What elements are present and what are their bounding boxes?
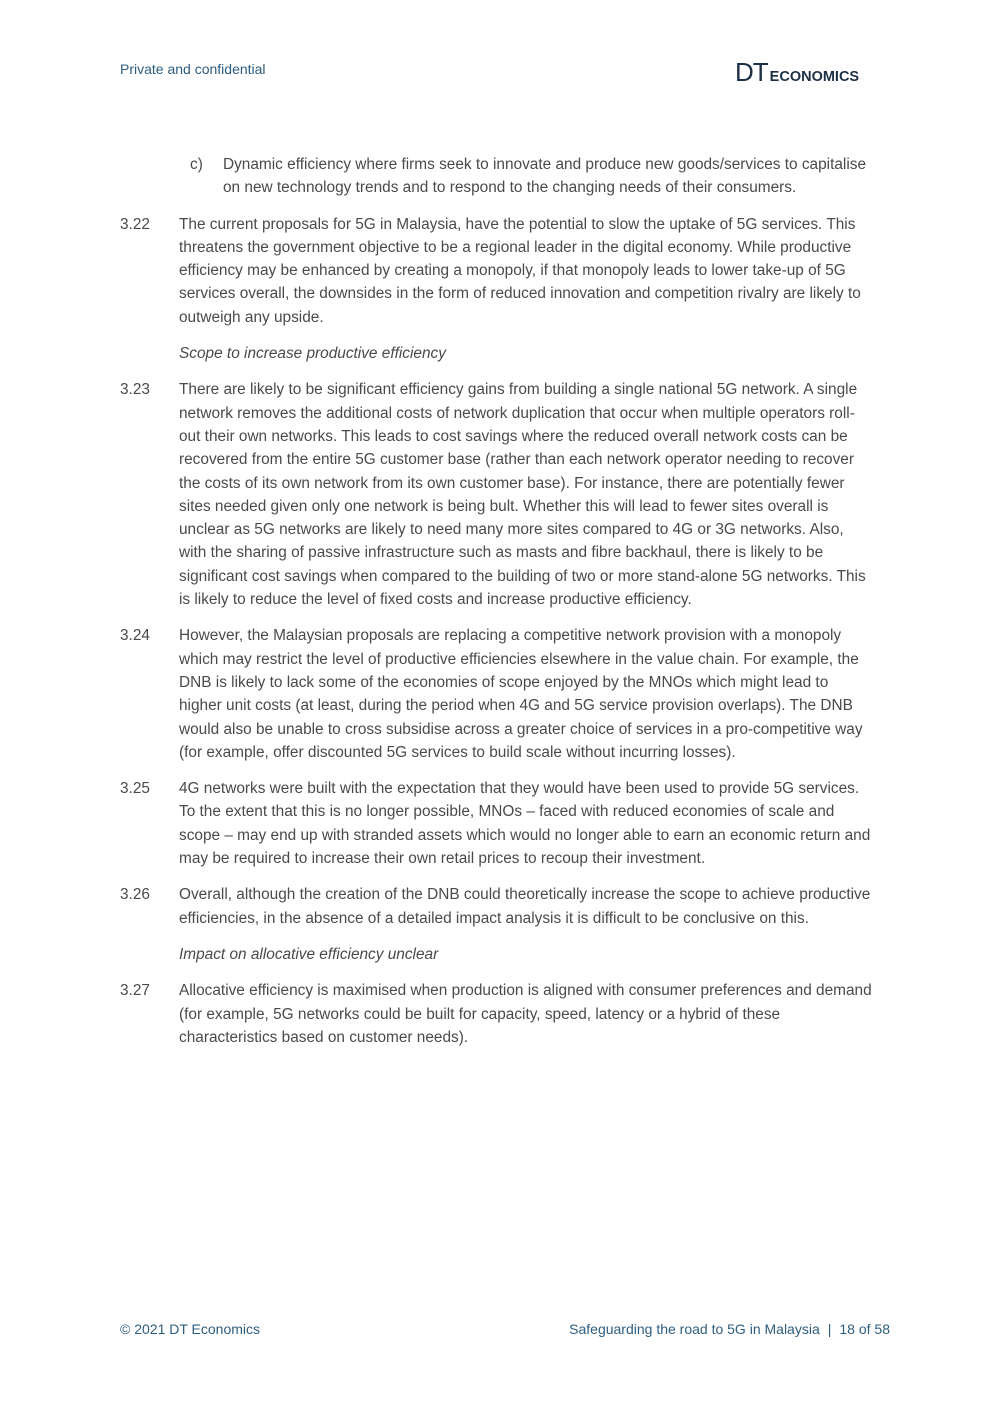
logo-economics-text: ECONOMICS: [769, 69, 860, 85]
header-confidentiality: Private and confidential: [120, 61, 266, 77]
paragraph-text: Overall, although the creation of the DNB could theoretically increase the scope to achieve productive efficiencies, in the absence of a detailed impact analysis it is difficult to be conclusive on this.: [179, 886, 871, 927]
paragraph-number: 3.22: [120, 215, 150, 233]
paragraph-3-26: [120, 883, 872, 930]
paragraph-number: 3.25: [120, 780, 150, 798]
company-logo: [735, 57, 859, 88]
paragraph-3-25: [120, 777, 872, 870]
paragraph-number: 3.27: [120, 982, 150, 1000]
list-item-c: [190, 153, 872, 200]
paragraph-3-24: [120, 624, 872, 764]
paragraph-3-27: [120, 979, 872, 1049]
paragraph-text: 4G networks were built with the expectation that they would have been used to provide 5G services. To the extent that this is no longer possible, MNOs – faced with reduced economies of scale and scope – may end up with stranded assets which would no longer able to earn an economic return and may be required to increase their own retail prices to recoup their investment.: [179, 780, 871, 868]
subheading-productive-efficiency: Scope to increase productive efficiency: [179, 345, 446, 363]
paragraph-number: 3.24: [120, 627, 150, 645]
paragraph-text: There are likely to be significant efficiency gains from building a single national 5G network. A single network removes the additional costs of network duplication that occur when multiple operators roll-out their own networks. This leads to cost savings where the reduced overall network costs can be recovered from the entire 5G customer base (rather than each network operator needing to recover the costs of its own network from its own customer base). For instance, there are potentially fewer sites needed given only one network is being bult. Whether this will lead to fewer sites overall is unclear as 5G networks are likely to need many more sites compared to 4G or 3G networks. Also, with the sharing of passive infrastructure such as masts and fibre backhaul, there is likely to be significant cost savings when compared to the building of two or more stand-alone 5G networks. This is likely to reduce the level of fixed costs and increase productive efficiency.: [179, 381, 866, 609]
paragraph-3-23: [120, 378, 872, 611]
paragraph-text: The current proposals for 5G in Malaysia, have the potential to slow the uptake of 5G services. This threatens the government objective to be a regional leader in the digital economy. While productive efficiency may be enhanced by creating a monopoly, if that monopoly leads to lower take-up of 5G services overall, the downsides in the form of reduced innovation and competition rivalry are likely to outweigh any upside.: [179, 215, 861, 326]
footer-page-info: [569, 1321, 890, 1337]
list-item-text: Dynamic efficiency where firms seek to innovate and produce new goods/services to capitalise on new technology trends and to respond to the changing needs of their consumers.: [223, 156, 867, 197]
subheading-allocative-efficiency: Impact on allocative efficiency unclear: [179, 945, 439, 963]
footer-page-number: 18 of 58: [839, 1321, 890, 1337]
paragraph-3-22: [120, 213, 872, 329]
document-body: [120, 153, 872, 1062]
paragraph-text: However, the Malaysian proposals are replacing a competitive network provision with a monopoly which may restrict the level of productive efficiencies elsewhere in the value chain. For example, the DNB is likely to lack some of the economies of scope enjoyed by the MNOs which might lead to higher unit costs (at least, during the period when 4G and 5G service provision overlaps). The DNB would also be unable to cross subsidise across a greater choice of services in a pro-competitive way (for example, offer discounted 5G services to build scale without incurring losses).: [179, 627, 863, 761]
paragraph-number: 3.26: [120, 886, 150, 904]
paragraph-number: 3.23: [120, 381, 150, 399]
list-item-label: c): [190, 156, 203, 173]
footer-document-title: Safeguarding the road to 5G in Malaysia: [569, 1321, 820, 1337]
footer-separator: |: [827, 1321, 832, 1337]
logo-dt-text: DT: [735, 57, 768, 87]
paragraph-text: Allocative efficiency is maximised when production is aligned with consumer preferences and demand (for example, 5G networks could be built for capacity, speed, latency or a hybrid of these characteristics based on customer needs).: [179, 982, 872, 1046]
footer-copyright: © 2021 DT Economics: [120, 1321, 261, 1337]
